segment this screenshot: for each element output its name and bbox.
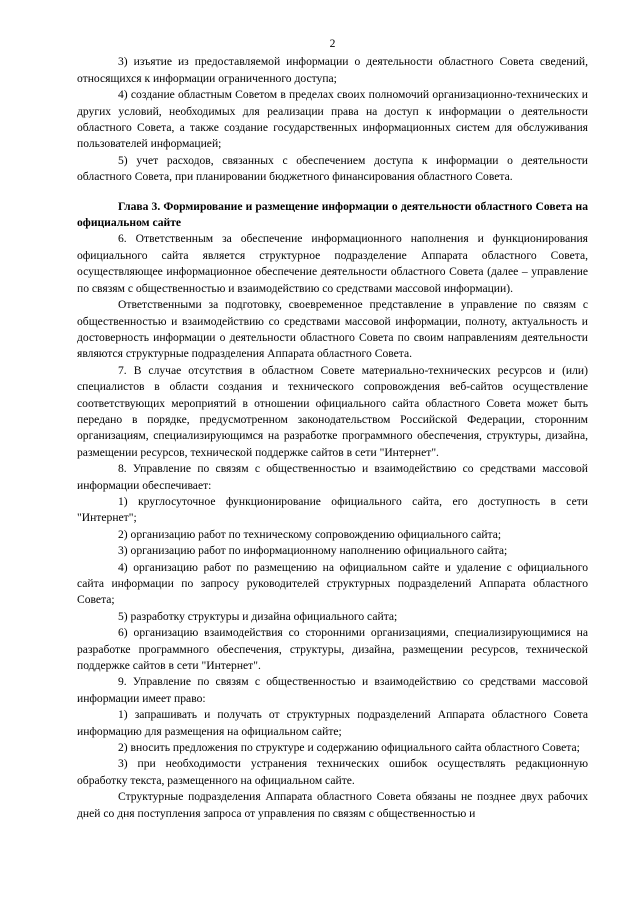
page-number: 2 [329,37,336,50]
list-item: 1) запрашивать и получать от структурных подразделений Аппарата областного Совета информацию для размещения на официальном сайте; [77,708,588,738]
paragraph: 7. В случае отсутствия в областном Совете материально-технических ресурсов и (или) специалистов в области создания и технического сопровождения веб-сайтов осуществление соответствующих мероприятий в отношении официального сайта областного Совета может быть передано в порядке, предусмотренном законодательством Российской Федерации, сторонним организациям, специализирующимся на разработке программного обеспечения, структуры, дизайна, размещении ресурсов, технической поддержке сайтов в сети "Интернет". [77,363,588,459]
list-item: 5) разработку структуры и дизайна официального сайта; [118,609,398,623]
list-item: 2) организацию работ по техническому сопровождению официального сайта; [118,527,502,541]
list-item: 3) при необходимости устранения технических ошибок осуществлять редакционную обработку текста, размещенного на официальном сайте. [77,757,588,787]
list-item: 4) организацию работ по размещению на официальном сайте и удаление с официального сайта информации по запросу руководителей структурных подразделений Аппарата областного Совета; [77,560,588,607]
paragraph: Структурные подразделения Аппарата областного Совета обязаны не позднее двух рабочих дней со дня поступления запроса от управления по связям с общественностью и [77,790,588,820]
list-item: 3) организацию работ по информационному наполнению официального сайта; [118,544,508,558]
document-page [77,36,588,822]
paragraph: 8. Управление по связям с общественностью и взаимодействию со средствами массовой информации обеспечивает: [77,462,588,492]
list-item: 1) круглосуточное функционирование официального сайта, его доступность в сети "Интернет"; [77,494,588,525]
paragraph: 4) создание областным Советом в пределах своих полномочий организационно-технических и других условий, необходимых для реализации права на доступ к информации о деятельности областного Совета, а также создание государственных информационных систем для обслуживания пользователей информацией; [77,88,588,151]
paragraph: 3) изъятие из предоставляемой информации о деятельности областного Совета сведений, относящихся к информации ограниченного доступа; [77,55,588,85]
paragraph: Ответственными за подготовку, своевременное представление в управление по связям с общественностью и взаимодействию со средствами массовой информации, полноту, актуальность и достоверность информации о деятельности областного Совета по своим направлениям деятельности являются структурные подразделения Аппарата областного Совета. [77,298,588,361]
list-item: 2) вносить предложения по структуре и содержанию официального сайта областного Совета; [118,741,580,755]
paragraph: 6. Ответственным за обеспечение информационного наполнения и функционирования официального сайта является структурное подразделение Аппарата областного Совета, осуществляющее информационное обеспечение деятельности областного Совета (далее – управление по связям с общественностью и взаимодействию со средствами массовой информации). [77,232,588,295]
paragraph: 5) учет расходов, связанных с обеспечением доступа к информации о деятельности областного Совета, при планировании бюджетного финансирования областного Совета. [77,153,588,184]
paragraph: 9. Управление по связям с общественностью и взаимодействию со средствами массовой информации имеет право: [77,675,588,705]
list-item: 6) организацию взаимодействия со сторонними организациями, специализирующимися на разработке программного обеспечения, структуры, дизайна, размещении ресурсов, технической поддержке сайтов в сети "Интернет". [77,626,588,673]
chapter-heading: Глава 3. Формирование и размещение информации о деятельности областного Совета на официальном сайте [77,199,588,230]
